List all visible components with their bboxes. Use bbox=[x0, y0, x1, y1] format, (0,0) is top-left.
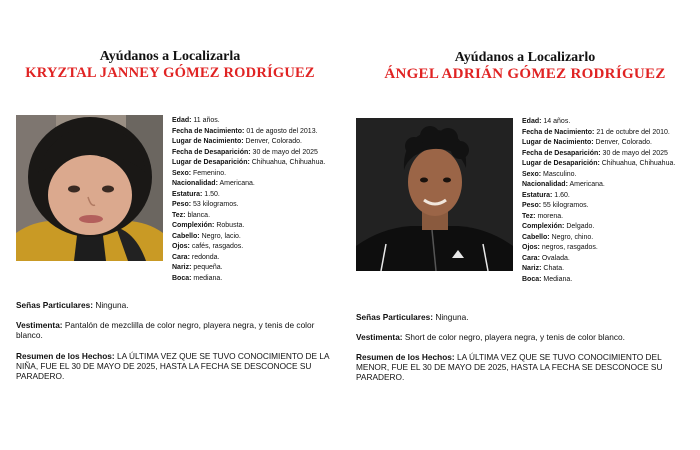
poster-header bbox=[350, 49, 700, 83]
detail-row-ojos: Ojos: negros, rasgados. bbox=[522, 244, 598, 251]
detail-row-ojos: Ojos: cafés, rasgados. bbox=[172, 243, 244, 250]
missing-poster-right bbox=[350, 0, 700, 450]
detail-row-sexo: Sexo: Femenino. bbox=[172, 169, 227, 177]
senas-particulares: Señas Particulares: Ninguna. bbox=[16, 300, 129, 310]
detail-row-fecha-nacimiento: Fecha de Nacimiento: 21 de octubre del 2010. bbox=[522, 128, 670, 136]
detail-row-sexo: Sexo: Masculino. bbox=[522, 170, 577, 178]
detail-row-tez: Tez: morena. bbox=[522, 212, 564, 220]
missing-person-name: ÁNGEL ADRIÁN GÓMEZ RODRÍGUEZ bbox=[384, 66, 666, 82]
detail-row-boca: Boca: Mediana. bbox=[522, 275, 573, 283]
case-summary bbox=[356, 312, 690, 392]
missing-person-photo bbox=[16, 115, 163, 261]
case-summary bbox=[16, 300, 334, 391]
header-appeal: Ayúdanos a Localizarlo bbox=[454, 50, 596, 65]
detail-row-complexion: Complexión: Delgado. bbox=[522, 223, 595, 230]
detail-row-fecha-desaparicion: Fecha de Desaparición: 30 de mayo del 2025 bbox=[522, 149, 668, 157]
vestimenta: Vestimenta: Pantalón de mezclilla de color negro, playera negra, y tenis de color blanco. bbox=[16, 320, 315, 340]
detail-row-boca: Boca: mediana. bbox=[172, 274, 223, 282]
missing-person-name: KRYZTAL JANNEY GÓMEZ RODRÍGUEZ bbox=[25, 65, 315, 81]
detail-row-tez: Tez: blanca. bbox=[172, 211, 211, 219]
detail-row-estatura: Estatura: 1.50. bbox=[172, 190, 220, 198]
detail-row-lugar-desaparicion: Lugar de Desaparición: Chihuahua, Chihuahua. bbox=[522, 160, 676, 167]
missing-person-photo bbox=[356, 118, 513, 271]
detail-row-cara: Cara: Ovalada. bbox=[522, 254, 570, 262]
detail-row-nacionalidad: Nacionalidad: Americana. bbox=[172, 180, 255, 187]
detail-row-estatura: Estatura: 1.60. bbox=[522, 191, 570, 199]
resumen-hechos: Resumen de los Hechos: LA ÚLTIMA VEZ QUE SE TUVO CONOCIMIENTO DE LA NIÑA, FUE EL 30 DE MAYO DE 2025, HASTA LA FECHA SE DESCONOCE SU PARADERO. bbox=[16, 351, 330, 381]
physical-description bbox=[522, 117, 692, 285]
physical-description bbox=[172, 116, 332, 284]
poster-header bbox=[0, 48, 340, 82]
missing-poster-left bbox=[0, 0, 340, 450]
detail-row-peso: Peso: 53 kilogramos. bbox=[172, 201, 239, 208]
resumen-hechos: Resumen de los Hechos: LA ÚLTIMA VEZ QUE SE TUVO CONOCIMIENTO DEL MENOR, FUE EL 30 DE MAYO DE 2025, HASTA LA FECHA SE DESCONOCE SU PARADERO. bbox=[356, 352, 663, 382]
detail-row-cara: Cara: redonda. bbox=[172, 253, 220, 261]
detail-row-nariz: Nariz: pequeña. bbox=[172, 264, 223, 271]
detail-row-fecha-nacimiento: Fecha de Nacimiento: 01 de agosto del 2013. bbox=[172, 127, 318, 135]
detail-row-nariz: Nariz: Chata. bbox=[522, 265, 565, 272]
senas-particulares: Señas Particulares: Ninguna. bbox=[356, 312, 469, 322]
detail-row-edad: Edad: 14 años. bbox=[522, 118, 571, 125]
detail-row-fecha-desaparicion: Fecha de Desaparición: 30 de mayo del 2025 bbox=[172, 148, 318, 156]
detail-row-complexion: Complexión: Robusta. bbox=[172, 222, 245, 229]
header-appeal: Ayúdanos a Localizarla bbox=[99, 49, 241, 64]
detail-row-cabello: Cabello: Negro, chino. bbox=[522, 233, 594, 241]
detail-row-lugar-nacimiento: Lugar de Nacimiento: Denver, Colorado. bbox=[522, 139, 652, 146]
detail-row-nacionalidad: Nacionalidad: Americana. bbox=[522, 181, 605, 188]
detail-row-edad: Edad: 11 años. bbox=[172, 117, 220, 124]
detail-row-lugar-desaparicion: Lugar de Desaparición: Chihuahua, Chihuahua. bbox=[172, 159, 326, 166]
vestimenta: Vestimenta: Short de color negro, playera negra, y tenis de color blanco. bbox=[356, 332, 625, 342]
detail-row-peso: Peso: 55 kilogramos. bbox=[522, 202, 589, 209]
detail-row-cabello: Cabello: Negro, lacio. bbox=[172, 232, 241, 240]
detail-row-lugar-nacimiento: Lugar de Nacimiento: Denver, Colorado. bbox=[172, 138, 302, 145]
